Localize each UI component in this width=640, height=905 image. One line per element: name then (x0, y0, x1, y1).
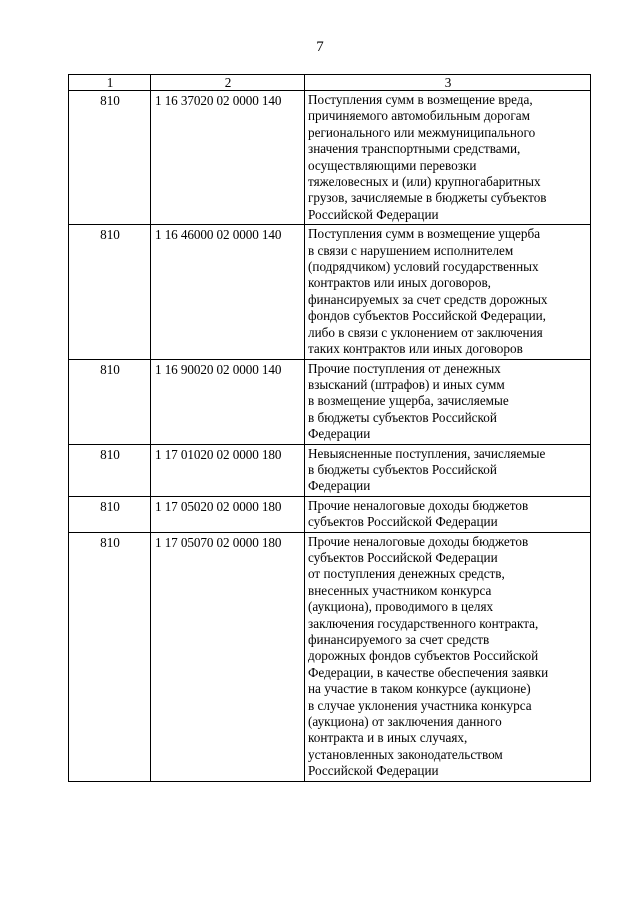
income-name-line: тяжеловесных и (или) крупногабаритных (308, 174, 541, 190)
income-name-line: субъектов Российской Федерации (308, 514, 498, 530)
income-name-line: дорожных фондов субъектов Российской (308, 648, 539, 664)
table-row (69, 496, 591, 532)
budget-classification-code-cell: 1 16 90020 02 0000 140 (151, 359, 305, 444)
income-codes-table (68, 74, 591, 782)
income-name-line: Федерации (308, 478, 371, 494)
budget-classification-code-cell: 1 17 05070 02 0000 180 (151, 532, 305, 781)
header-col-2: 2 (151, 75, 305, 91)
income-name-line: субъектов Российской Федерации (308, 549, 498, 565)
table-row (69, 225, 591, 359)
income-name-line: Прочие неналоговые доходы бюджетов (308, 533, 529, 549)
income-name-line: Российской Федерации (308, 206, 439, 222)
income-name-line: (аукциона), проводимого в целях (308, 599, 494, 615)
income-name-line: Поступления сумм в возмещение ущерба (308, 226, 541, 242)
income-name-line: взысканий (штрафов) и иных сумм (308, 376, 505, 392)
income-name-line: от поступления денежных средств, (308, 566, 505, 582)
admin-code-cell: 810 (69, 225, 151, 359)
income-name-line: Федерации (308, 426, 371, 442)
budget-classification-code-cell: 1 17 05020 02 0000 180 (151, 496, 305, 532)
income-name-line: внесенных участником конкурса (308, 582, 492, 598)
admin-code-cell: 810 (69, 532, 151, 781)
income-name-line: (подрядчиком) условий государственных (308, 259, 539, 275)
income-name-line: контракта и в иных случаях, (308, 730, 468, 746)
income-name-cell (305, 225, 591, 359)
income-name-line: осуществляющими перевозки (308, 157, 477, 173)
income-name-line: таких контрактов или иных договоров (308, 341, 523, 357)
income-name-line: грузов, зачисляемые в бюджеты субъектов (308, 190, 547, 206)
income-name-line: Федерации, в качестве обеспечения заявки (308, 664, 549, 680)
income-name-line: в возмещение ущерба, зачисляемые (308, 393, 509, 409)
income-name-line: Прочие неналоговые доходы бюджетов (308, 497, 529, 513)
income-name-line: значения транспортными средствами, (308, 141, 521, 157)
income-name-line: либо в связи с уклонением от заключения (308, 324, 543, 340)
income-name-line: регионального или межмуниципального (308, 124, 536, 140)
admin-code-cell: 810 (69, 444, 151, 496)
income-name-line: заключения государственного контракта, (308, 615, 539, 631)
income-name-line: на участие в таком конкурсе (аукционе) (308, 681, 531, 697)
income-name-line: фондов субъектов Российской Федерации, (308, 308, 546, 324)
income-name-line: в случае уклонения участника конкурса (308, 697, 532, 713)
table-row (69, 359, 591, 444)
budget-classification-code-cell: 1 16 37020 02 0000 140 (151, 91, 305, 225)
income-name-cell (305, 91, 591, 225)
income-name-cell (305, 532, 591, 781)
income-name-line: Российской Федерации (308, 763, 439, 779)
header-row (69, 75, 591, 91)
income-name-line: Невыясненные поступления, зачисляемые (308, 445, 546, 461)
income-name-line: Поступления сумм в возмещение вреда, (308, 92, 533, 107)
income-name-line: Прочие поступления от денежных (308, 360, 501, 376)
income-name-line: установленных законодательством (308, 746, 503, 762)
budget-classification-code-cell: 1 17 01020 02 0000 180 (151, 444, 305, 496)
income-name-line: в бюджеты субъектов Российской (308, 461, 497, 477)
income-name-line: (аукциона) от заключения данного (308, 714, 502, 730)
income-name-line: в связи с нарушением исполнителем (308, 242, 514, 258)
table-header (69, 75, 591, 91)
admin-code-cell: 810 (69, 91, 151, 225)
table-row (69, 91, 591, 225)
income-name-line: контрактов или иных договоров, (308, 275, 491, 291)
table-row (69, 532, 591, 781)
budget-classification-code-cell: 1 16 46000 02 0000 140 (151, 225, 305, 359)
income-name-cell (305, 496, 591, 532)
income-name-cell (305, 359, 591, 444)
income-name-line: в бюджеты субъектов Российской (308, 409, 497, 425)
header-col-3: 3 (305, 75, 591, 91)
table-row (69, 444, 591, 496)
income-name-cell (305, 444, 591, 496)
page-number: 7 (316, 39, 324, 55)
admin-code-cell: 810 (69, 359, 151, 444)
income-name-line: финансируемого за счет средств (308, 632, 490, 647)
income-name-line: финансируемых за счет средств дорожных (308, 291, 548, 307)
header-col-1: 1 (69, 75, 151, 91)
income-name-line: причиняемого автомобильным дорогам (308, 108, 530, 124)
table-body (69, 91, 591, 782)
admin-code-cell: 810 (69, 496, 151, 532)
